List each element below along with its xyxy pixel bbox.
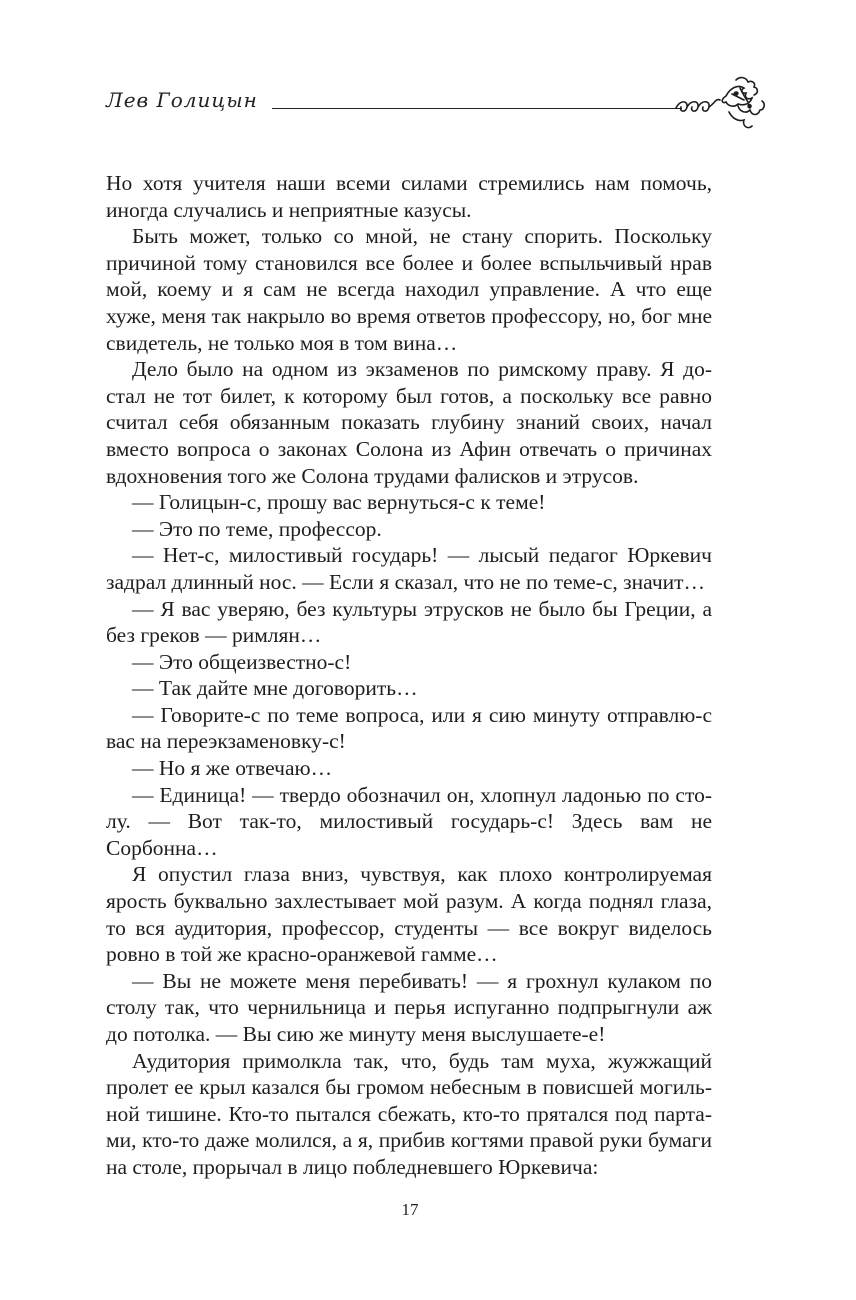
dialogue-line: — Нет-с, милостивый государь! — лысый педагог Юркевич задрал длинный нос. — Если я сказал, что не по теме-с, значит…: [106, 543, 712, 594]
paragraph: Аудитория примолкла так, что, будь там муха, жужжащий пролет ее крыл казался бы громом небесным в повисшей могильной тишине. Кто-то пытался сбежать, кто-то прятался под партами, кто-то даже молился, а я, прибив когтями правой руки бумаги на столе, прорычал в лицо побледневшего Юркевича:: [106, 1048, 712, 1179]
dialogue-line: — Это общеизвестно-с!: [132, 649, 352, 674]
page-number: 17: [401, 1200, 419, 1219]
dialogue-line: — Единица! — твердо обозначил он, хлопнул ладонью по столу. — Вот так-то, милостивый государь-с! Здесь вам не Сорбонна…: [106, 782, 712, 860]
body-text: [106, 170, 712, 1181]
paragraph: Дело было на одном из экзаменов по римскому праву. Я достал не тот билет, к которому был готов, а поскольку все равно считал себя обязанным показать глубину знаний своих, начал вместо вопроса о законах Солона из Афин отвечать о причинах вдохновения того же Солона трудами фалисков и этрусов.: [106, 357, 712, 488]
dialogue-line: — Вы не можете меня перебивать! — я грохнул кулаком по столу так, что чернильница и перья испуганно подпрыгнули аж до потолка. — Вы сию же минуту меня выслушаете-е!: [106, 968, 712, 1046]
leaf-flourish-icon: [674, 74, 769, 132]
dialogue-line: — Я вас уверяю, без культуры этрусков не было бы Греции, а без греков — римлян…: [106, 596, 712, 648]
dialogue-line: — Так дайте мне договорить…: [132, 676, 418, 701]
paragraph: Быть может, только со мной, не стану спорить. Поскольку причиной тому становился все более и более вспыльчивый нрав мой, коему и я сам не всегда находил управление. А что еще хуже, меня так накрыло во время ответов профессору, но, бог мне свидетель, не только моя в том вина…: [106, 224, 712, 355]
dialogue-line: — Говорите-с по теме вопроса, или я сию минуту отправлю-с вас на переэкзаменовку-с!: [106, 702, 712, 754]
dialogue-line: — Но я же отвечаю…: [132, 756, 333, 781]
paragraph: Я опустил глаза вниз, чувствуя, как плохо контролируемая ярость буквально захлестывает мой разум. А когда поднял глаза, то вся аудитория, профессор, студенты — все вокруг виделось ровно в той же красно-оранжевой гамме…: [106, 862, 712, 967]
dialogue-line: — Голицын-с, прошу вас вернуться-с к теме!: [132, 490, 546, 515]
author-name: Лев Голицын: [106, 88, 258, 112]
dialogue-line: — Это по теме, профессор.: [132, 516, 382, 541]
header-rule: [272, 108, 682, 109]
paragraph: Но хотя учителя наши всеми силами стремились нам помочь, иногда случались и неприятные казусы.: [106, 171, 712, 222]
running-header: [106, 86, 766, 126]
